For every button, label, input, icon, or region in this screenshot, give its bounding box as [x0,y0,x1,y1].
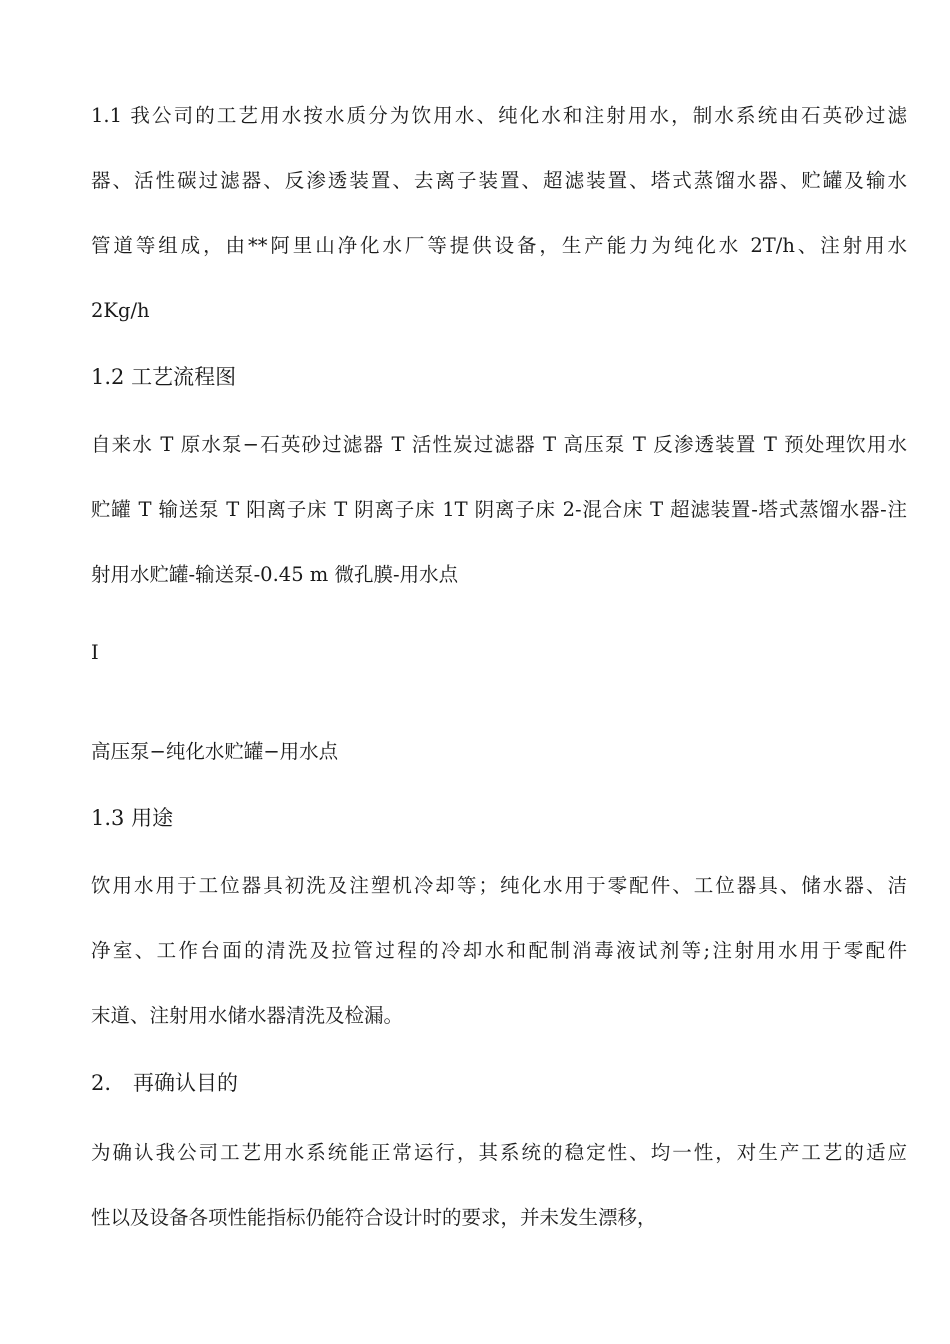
flow-line: 射用水贮罐-输送泵-0.45 m 微孔膜-用水点 [91,563,459,586]
flow-line: 贮罐 T 输送泵 T 阳离子床 T 阴离子床 1T 阴离子床 2-混合床 T 超滤装置-塔式蒸馏水器-注 [91,498,907,521]
section-heading-1-3: 1.3 用途 [91,806,174,830]
paragraph-line: 器、活性碳过滤器、反渗透装置、去离子装置、超滤装置、塔式蒸馏水器、贮罐及输水 [91,169,907,192]
section-number: 2. [91,1071,112,1095]
section-title: 再确认目的 [133,1071,239,1095]
paragraph-line: 为确认我公司工艺用水系统能正常运行，其系统的稳定性、均一性，对生产工艺的适应 [91,1141,907,1164]
section-heading-2 [91,1070,907,1096]
paragraph-line: 1.1 我公司的工艺用水按水质分为饮用水、纯化水和注射用水，制水系统由石英砂过滤 [91,104,907,127]
flow-branch-marker: I [91,641,99,664]
flow-branch-line: 高压泵−纯化水贮罐−用水点 [91,740,339,763]
flow-line: 自来水 T 原水泵−石英砂过滤器 T 活性炭过滤器 T 高压泵 T 反渗透装置 T 预处理饮用水 [91,433,907,456]
paragraph-line: 净室、工作台面的清洗及拉管过程的冷却水和配制消毒液试剂等;注射用水用于零配件 [91,939,907,962]
section-heading-1-2: 1.2 工艺流程图 [91,365,237,389]
paragraph-line: 2Kg/h [91,299,150,322]
paragraph-line: 饮用水用于工位器具初洗及注塑机冷却等；纯化水用于零配件、工位器具、储水器、洁 [91,874,907,897]
paragraph-line: 末道、注射用水储水器清洗及检漏。 [91,1004,404,1027]
paragraph-line: 性以及设备各项性能指标仍能符合设计时的要求，并未发生漂移， [91,1206,657,1229]
paragraph-line: 管道等组成，由**阿里山净化水厂等提供设备，生产能力为纯化水 2T/h、注射用水 [91,234,907,257]
